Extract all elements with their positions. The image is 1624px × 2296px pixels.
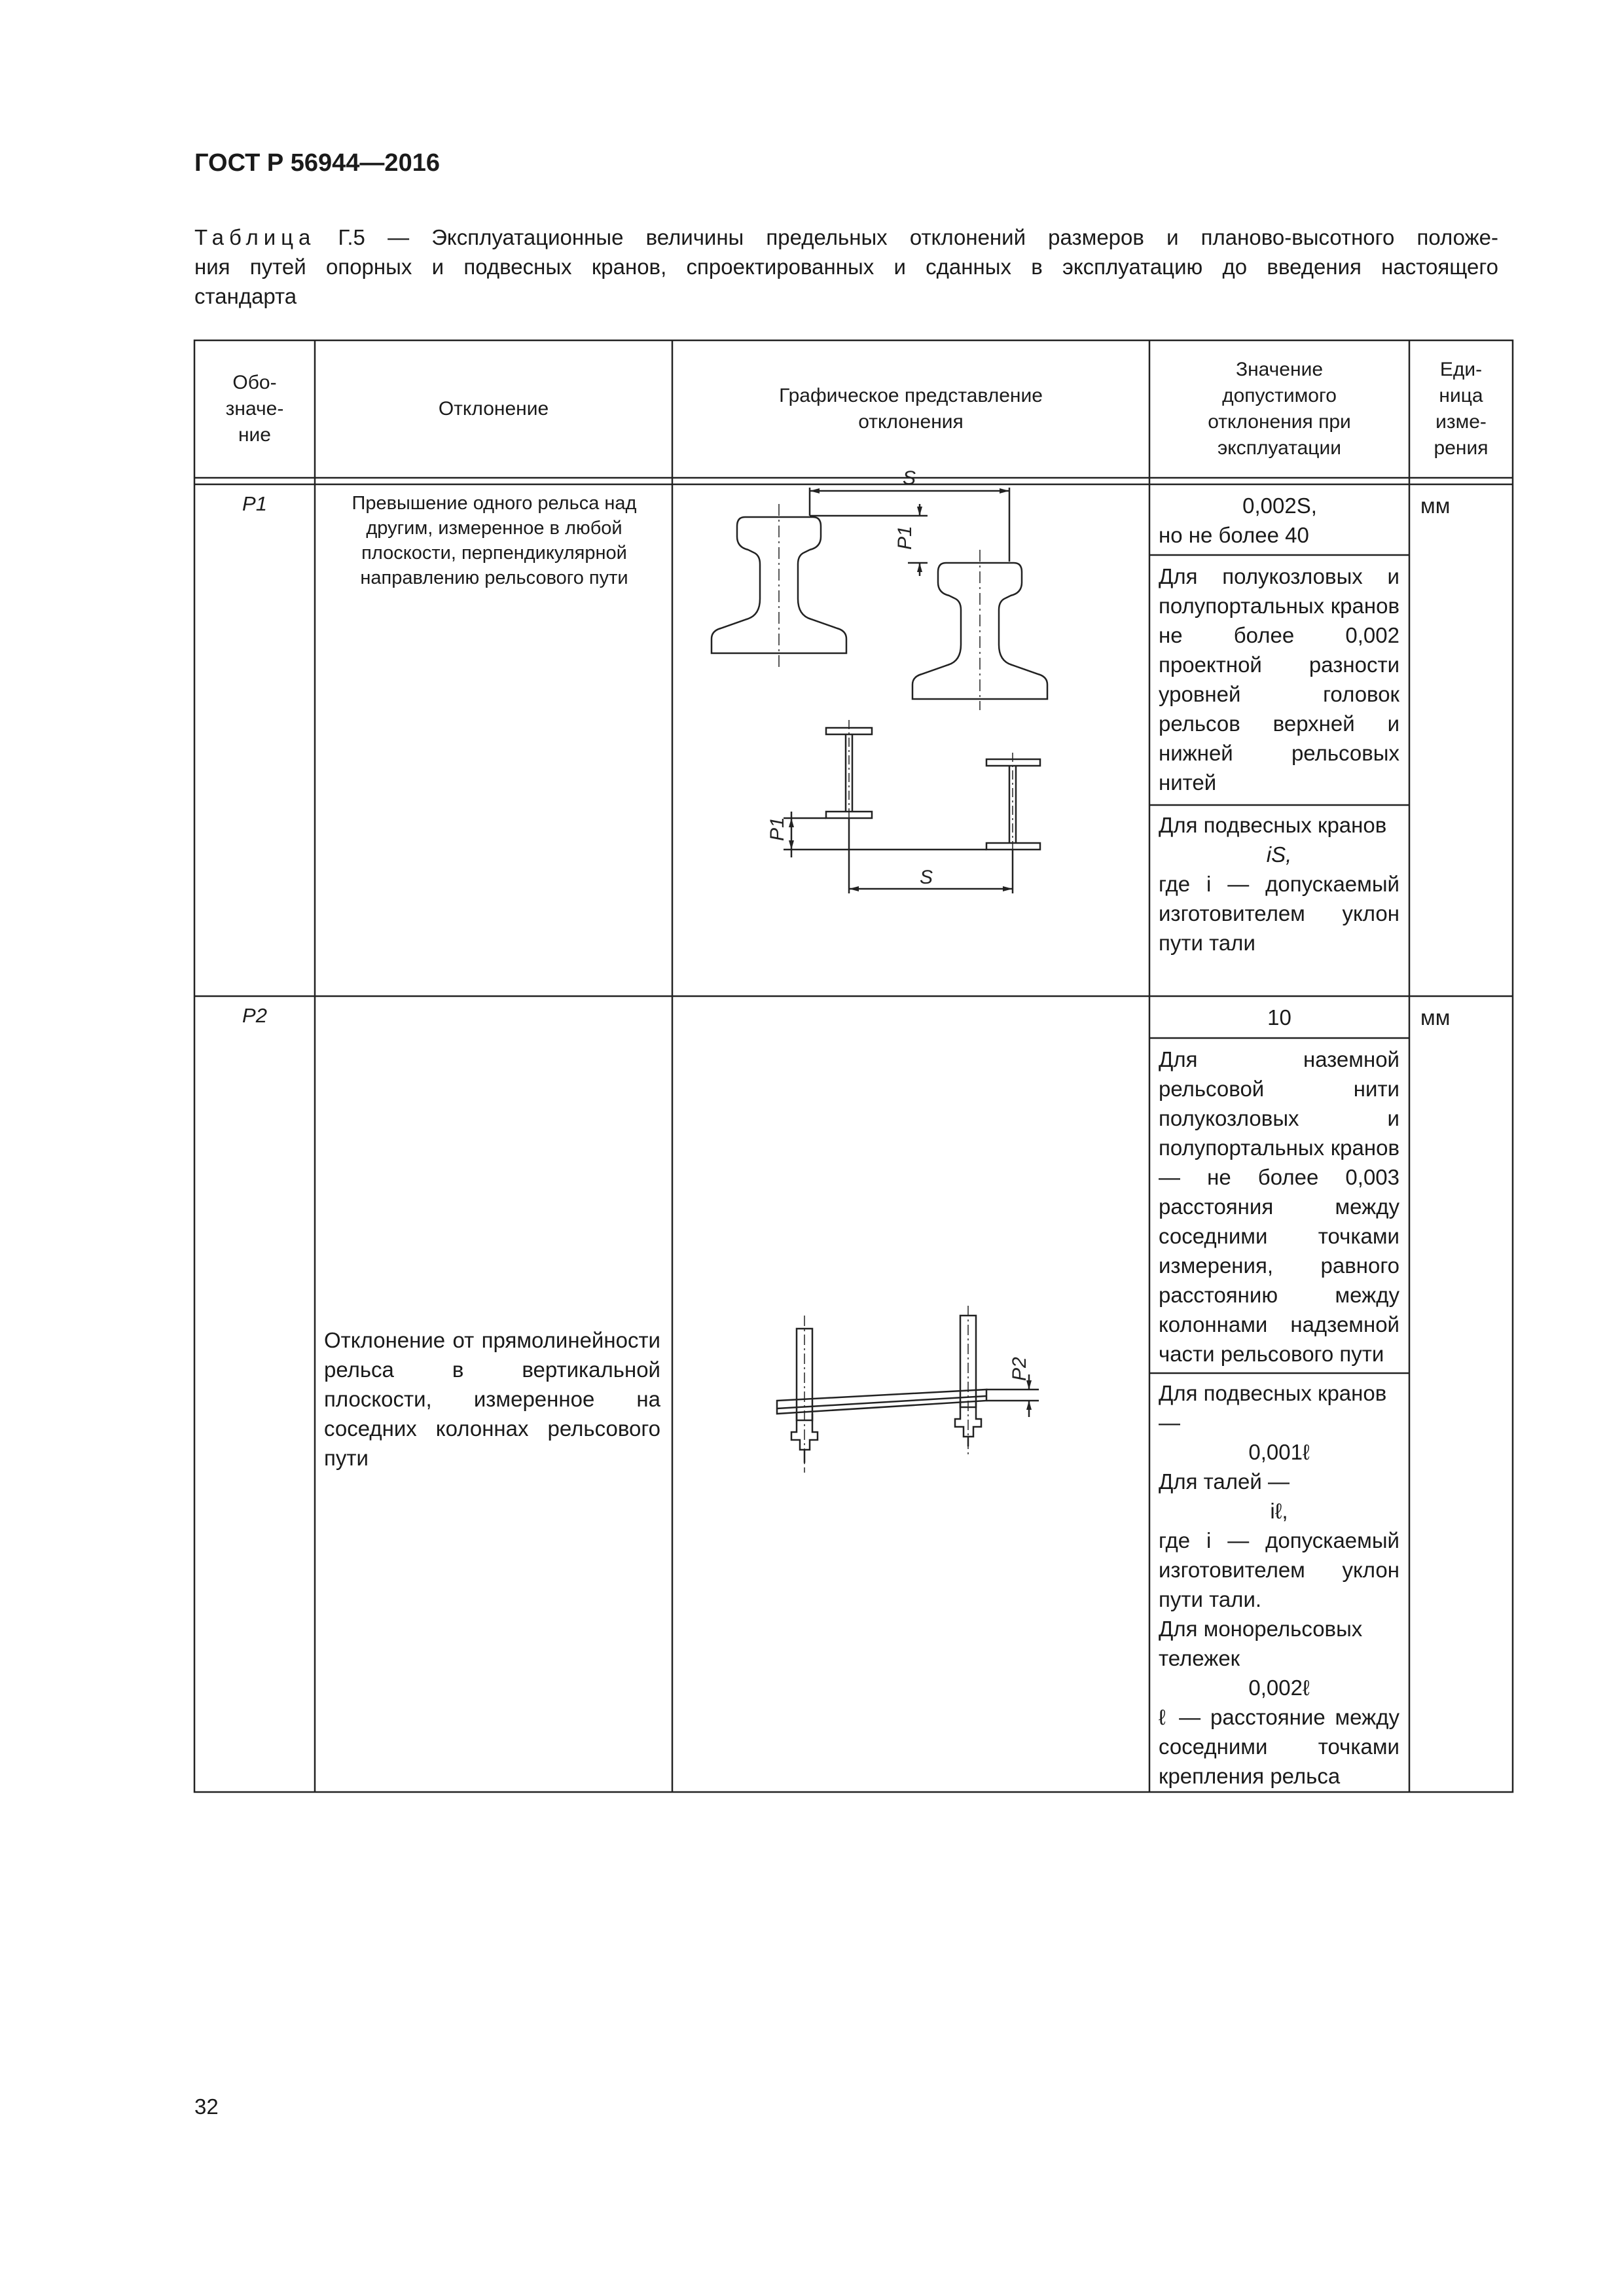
row1-designation: P1 xyxy=(242,492,267,515)
row1-value-gantry: Для полукозловых и полупортальных кранов не более 0,002 проектной разности уровней головок рельсов верхней и нижней рельсовых нитей xyxy=(1159,564,1399,795)
fig-p1-bottom: P1 xyxy=(767,817,788,841)
fig-s-bottom: S xyxy=(920,867,933,888)
caption-word: Таблица xyxy=(194,225,316,249)
fig-p1-top: P1 xyxy=(894,526,916,550)
caption-line3: стандарта xyxy=(194,284,297,308)
row2-designation: P2 xyxy=(242,1004,267,1027)
header-value: Значение допустимого отклонения при эксплуатации xyxy=(1208,359,1351,459)
row1-figure xyxy=(672,467,1149,996)
ibeam-right-top-flange xyxy=(986,759,1040,766)
fig-p2: P2 xyxy=(1009,1357,1030,1381)
row1-value-suspended: Для подвесных кранов iS, где i — допускаемый изготовителем уклон пути тали xyxy=(1159,813,1399,955)
header-deviation: Отклонение xyxy=(438,398,549,420)
header-unit: Еди-ница изме-рения xyxy=(1434,359,1489,459)
fig-s-top: S xyxy=(903,467,916,489)
caption-line1: Г.5 — Эксплуатационные величины предельных отклонений размеров и планово-высотного положе- xyxy=(338,225,1498,249)
header-graphic: Графическое представление отклонения xyxy=(779,385,1043,433)
row2-figure xyxy=(672,1302,1149,1486)
page-number: 32 xyxy=(194,2094,219,2119)
ibeam-right-bottom-flange xyxy=(986,843,1040,850)
document-code: ГОСТ Р 56944—2016 xyxy=(194,149,440,177)
row2-unit: мм xyxy=(1420,1005,1451,1030)
row2-value-main: 10 xyxy=(1267,1005,1291,1030)
caption-line2: ния путей опорных и подвесных кранов, спроектированных и сданных в эксплуатацию до введения настоящего xyxy=(194,255,1498,279)
row2-value-ground: Для наземной рельсовой нити полукозловых и полупортальных кранов — не более 0,003 расстояния между соседними точками измерения, равного расстоянию между колоннами надземной части рельсового пути xyxy=(1159,1047,1399,1366)
header-designation: Обо-значе-ние xyxy=(225,372,284,446)
row1-deviation: Превышение одного рельса над другим, измеренное в любой плоскости, перпендикулярной направлению рельсового пути xyxy=(352,493,637,588)
row2-value-suspended: Для подвесных кранов — 0,001ℓ Для талей — iℓ, где i — допускаемый изготовителем уклон пути тали. Для монорельсовых тележек 0,002ℓ ℓ — расстояние между соседними точками крепления рельса xyxy=(1159,1381,1399,1788)
row1-value-main: 0,002S, но не более 40 xyxy=(1159,493,1317,547)
row1-unit: мм xyxy=(1420,493,1451,518)
row2-deviation: Отклонение от прямолинейности рельса в вертикальной плоскости, измеренное на соседних колоннах рельсового пути xyxy=(324,1328,660,1470)
